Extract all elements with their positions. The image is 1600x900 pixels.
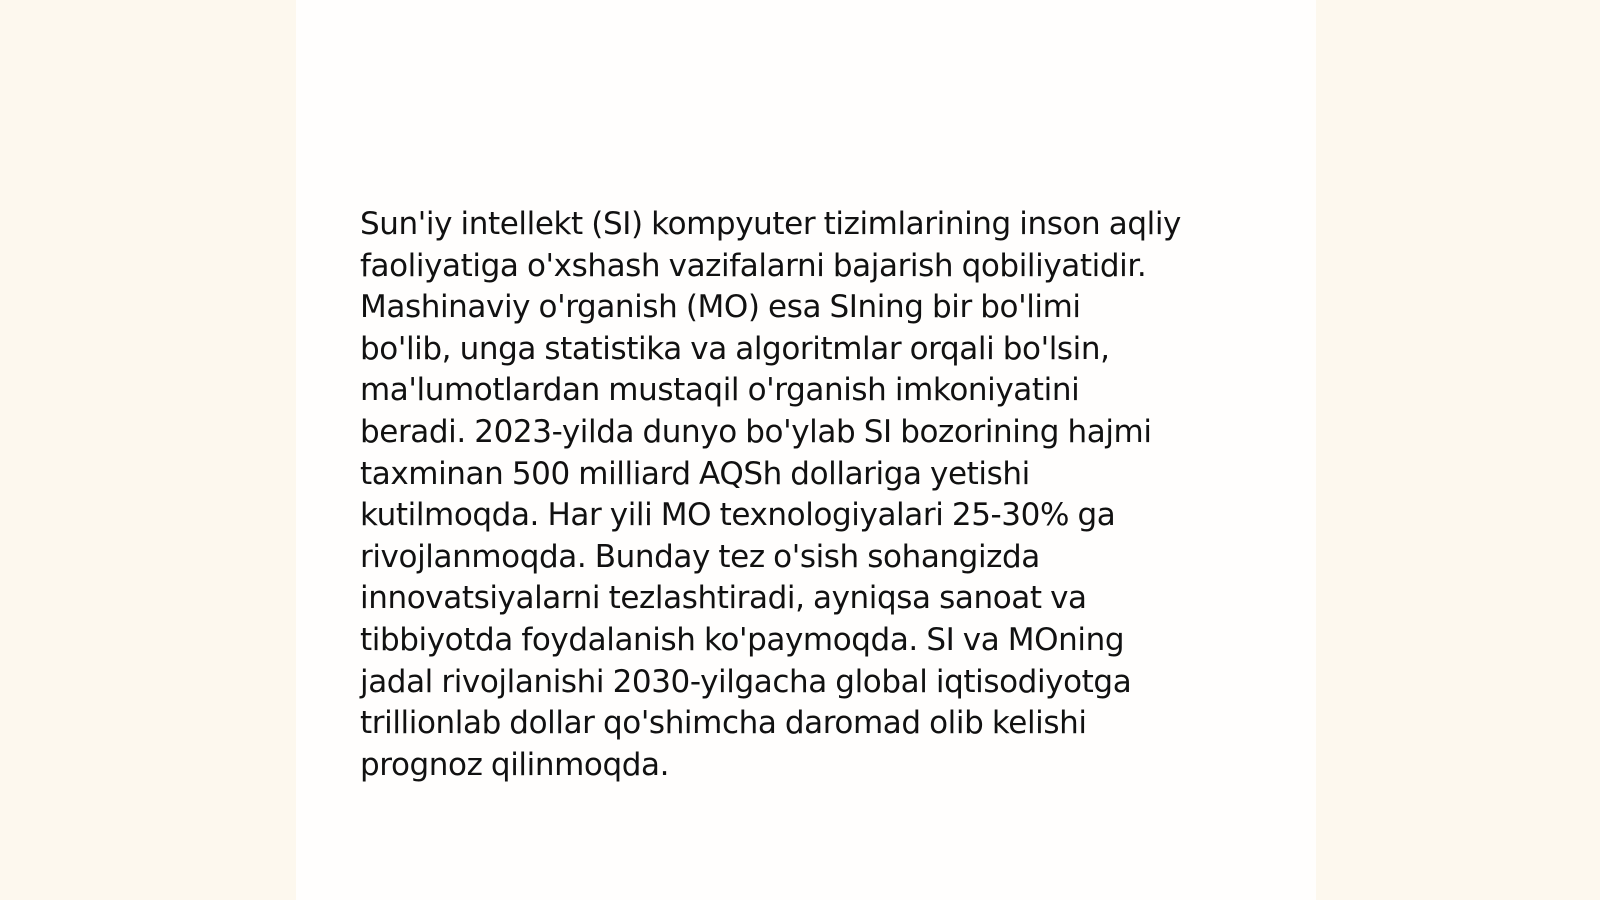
paragraph-line: taxminan 500 milliard AQSh dollariga yetishi	[360, 455, 1030, 492]
paragraph-line: bo'lib, unga statistika va algoritmlar orqali bo'lsin,	[360, 330, 1110, 367]
paragraph-line: innovatsiyalarni tezlashtiradi, ayniqsa sanoat va	[360, 580, 1087, 617]
body-paragraph	[360, 204, 1270, 786]
document-page	[296, 0, 1316, 900]
paragraph-line: rivojlanmoqda. Bunday tez o'sish sohangizda	[360, 538, 1040, 575]
paragraph-line: Sun'iy intellekt (SI) kompyuter tizimlarining inson aqliy	[360, 206, 1182, 242]
paragraph-line: prognoz qilinmoqda.	[360, 746, 670, 783]
paragraph-line: ma'lumotlardan mustaqil o'rganish imkoniyatini	[360, 372, 1080, 409]
paragraph-line: Mashinaviy o'rganish (MO) esa SIning bir bo'limi	[360, 289, 1081, 326]
paragraph-line: jadal rivojlanishi 2030-yilgacha global iqtisodiyotga	[360, 663, 1132, 700]
paragraph-line: tibbiyotda foydalanish ko'paymoqda. SI va MOning	[360, 621, 1125, 658]
paragraph-line: beradi. 2023-yilda dunyo bo'ylab SI bozorining hajmi	[360, 413, 1152, 450]
paragraph-line: faoliyatiga o'xshash vazifalarni bajarish qobiliyatidir.	[360, 247, 1147, 284]
paragraph-line: trillionlab dollar qo'shimcha daromad olib kelishi	[360, 705, 1087, 742]
paragraph-line: kutilmoqda. Har yili MO texnologiyalari 25-30% ga	[360, 497, 1116, 534]
